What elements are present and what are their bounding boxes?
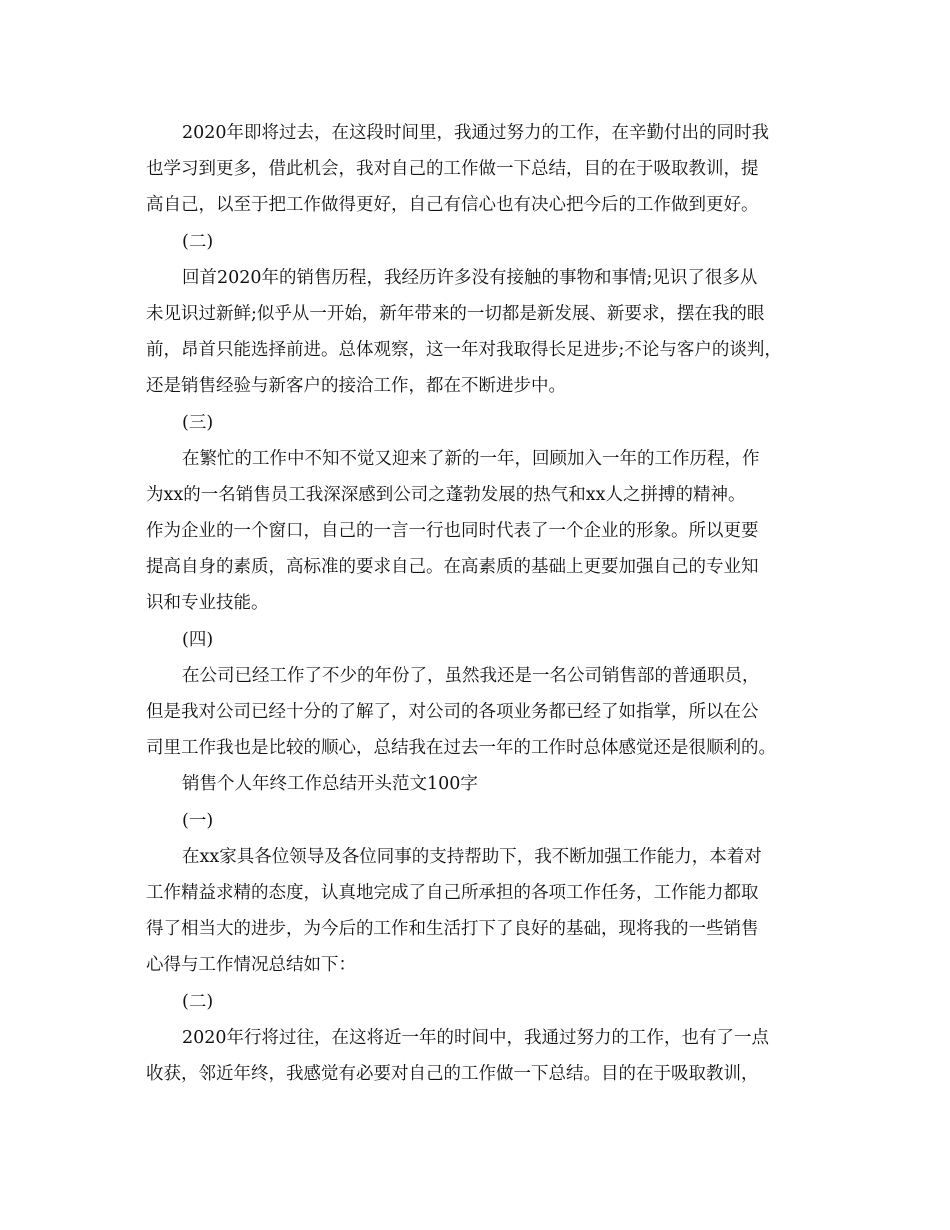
paragraph-line: 在繁忙的工作中不知不觉又迎来了新的一年，回顾加入一年的工作历程，作 (182, 448, 760, 469)
paragraph-line: 回首2020年的销售历程，我经历许多没有接触的事物和事情;见识了很多从 (182, 267, 758, 288)
paragraph-line: 提高自身的素质，高标准的要求自己。在高素质的基础上更要加强自己的专业知 (146, 557, 759, 578)
paragraph-line: 识和专业技能。 (146, 593, 269, 614)
paragraph-line: 收获，邻近年终，我感觉有必要对自己的工作做一下总结。目的在于吸取教训， (146, 1063, 759, 1084)
paragraph-line: 作为企业的一个窗口，自己的一言一行也同时代表了一个企业的形象。所以更要 (146, 521, 759, 542)
section-marker: (四) (182, 629, 214, 650)
paragraph-line: 工作精益求精的态度，认真地完成了自己所承担的各项工作任务，工作能力都取 (146, 882, 759, 903)
paragraph-line: 前，昂首只能选择前进。总体观察，这一年对我取得长足进步;不论与客户的谈判， (146, 340, 782, 361)
paragraph-line: 2020年即将过去，在这段时间里，我通过努力的工作，在辛勤付出的同时我 (182, 123, 770, 143)
paragraph-line: 但是我对公司已经十分的了解了，对公司的各项业务都已经了如指掌，所以在公 (146, 702, 759, 722)
paragraph-line: 心得与工作情况总结如下： (146, 955, 356, 976)
document-body (146, 115, 814, 1092)
paragraph-line: 在xx家具各位领导及各位同事的支持帮助下，我不断加强工作能力，本着对 (182, 846, 762, 867)
paragraph-line: 2020年行将过往，在这将近一年的时间中，我通过努力的工作，也有了一点 (182, 1027, 770, 1048)
section-marker: (一) (182, 810, 214, 831)
section-marker: (二) (182, 231, 214, 252)
paragraph-line: 司里工作我也是比较的顺心，总结我在过去一年的工作时总体感觉还是很顺利的。 (146, 738, 776, 759)
paragraph-line: 为xx的一名销售员工我深深感到公司之蓬勃发展的热气和xx人之拼搏的精神。 (146, 484, 746, 505)
paragraph-line: 还是销售经验与新客户的接洽工作，都在不断进步中。 (146, 376, 566, 397)
section-marker: (三) (182, 412, 214, 433)
section-marker: (二) (182, 991, 214, 1012)
paragraph-line: 得了相当大的进步，为今后的工作和生活打下了良好的基础，现将我的一些销售 (146, 919, 759, 940)
section-heading: 销售个人年终工作总结开头范文100字 (182, 774, 478, 795)
paragraph-line: 高自己，以至于把工作做得更好，自己有信心也有决心把今后的工作做到更好。 (146, 195, 759, 216)
paragraph-line: 未见识过新鲜;似乎从一开始，新年带来的一切都是新发展、新要求，摆在我的眼 (146, 303, 765, 324)
paragraph-line: 也学习到更多，借此机会，我对自己的工作做一下总结，目的在于吸取教训，提 (146, 159, 759, 180)
paragraph-line: 在公司已经工作了不少的年份了，虽然我还是一名公司销售部的普通职员， (182, 665, 760, 686)
